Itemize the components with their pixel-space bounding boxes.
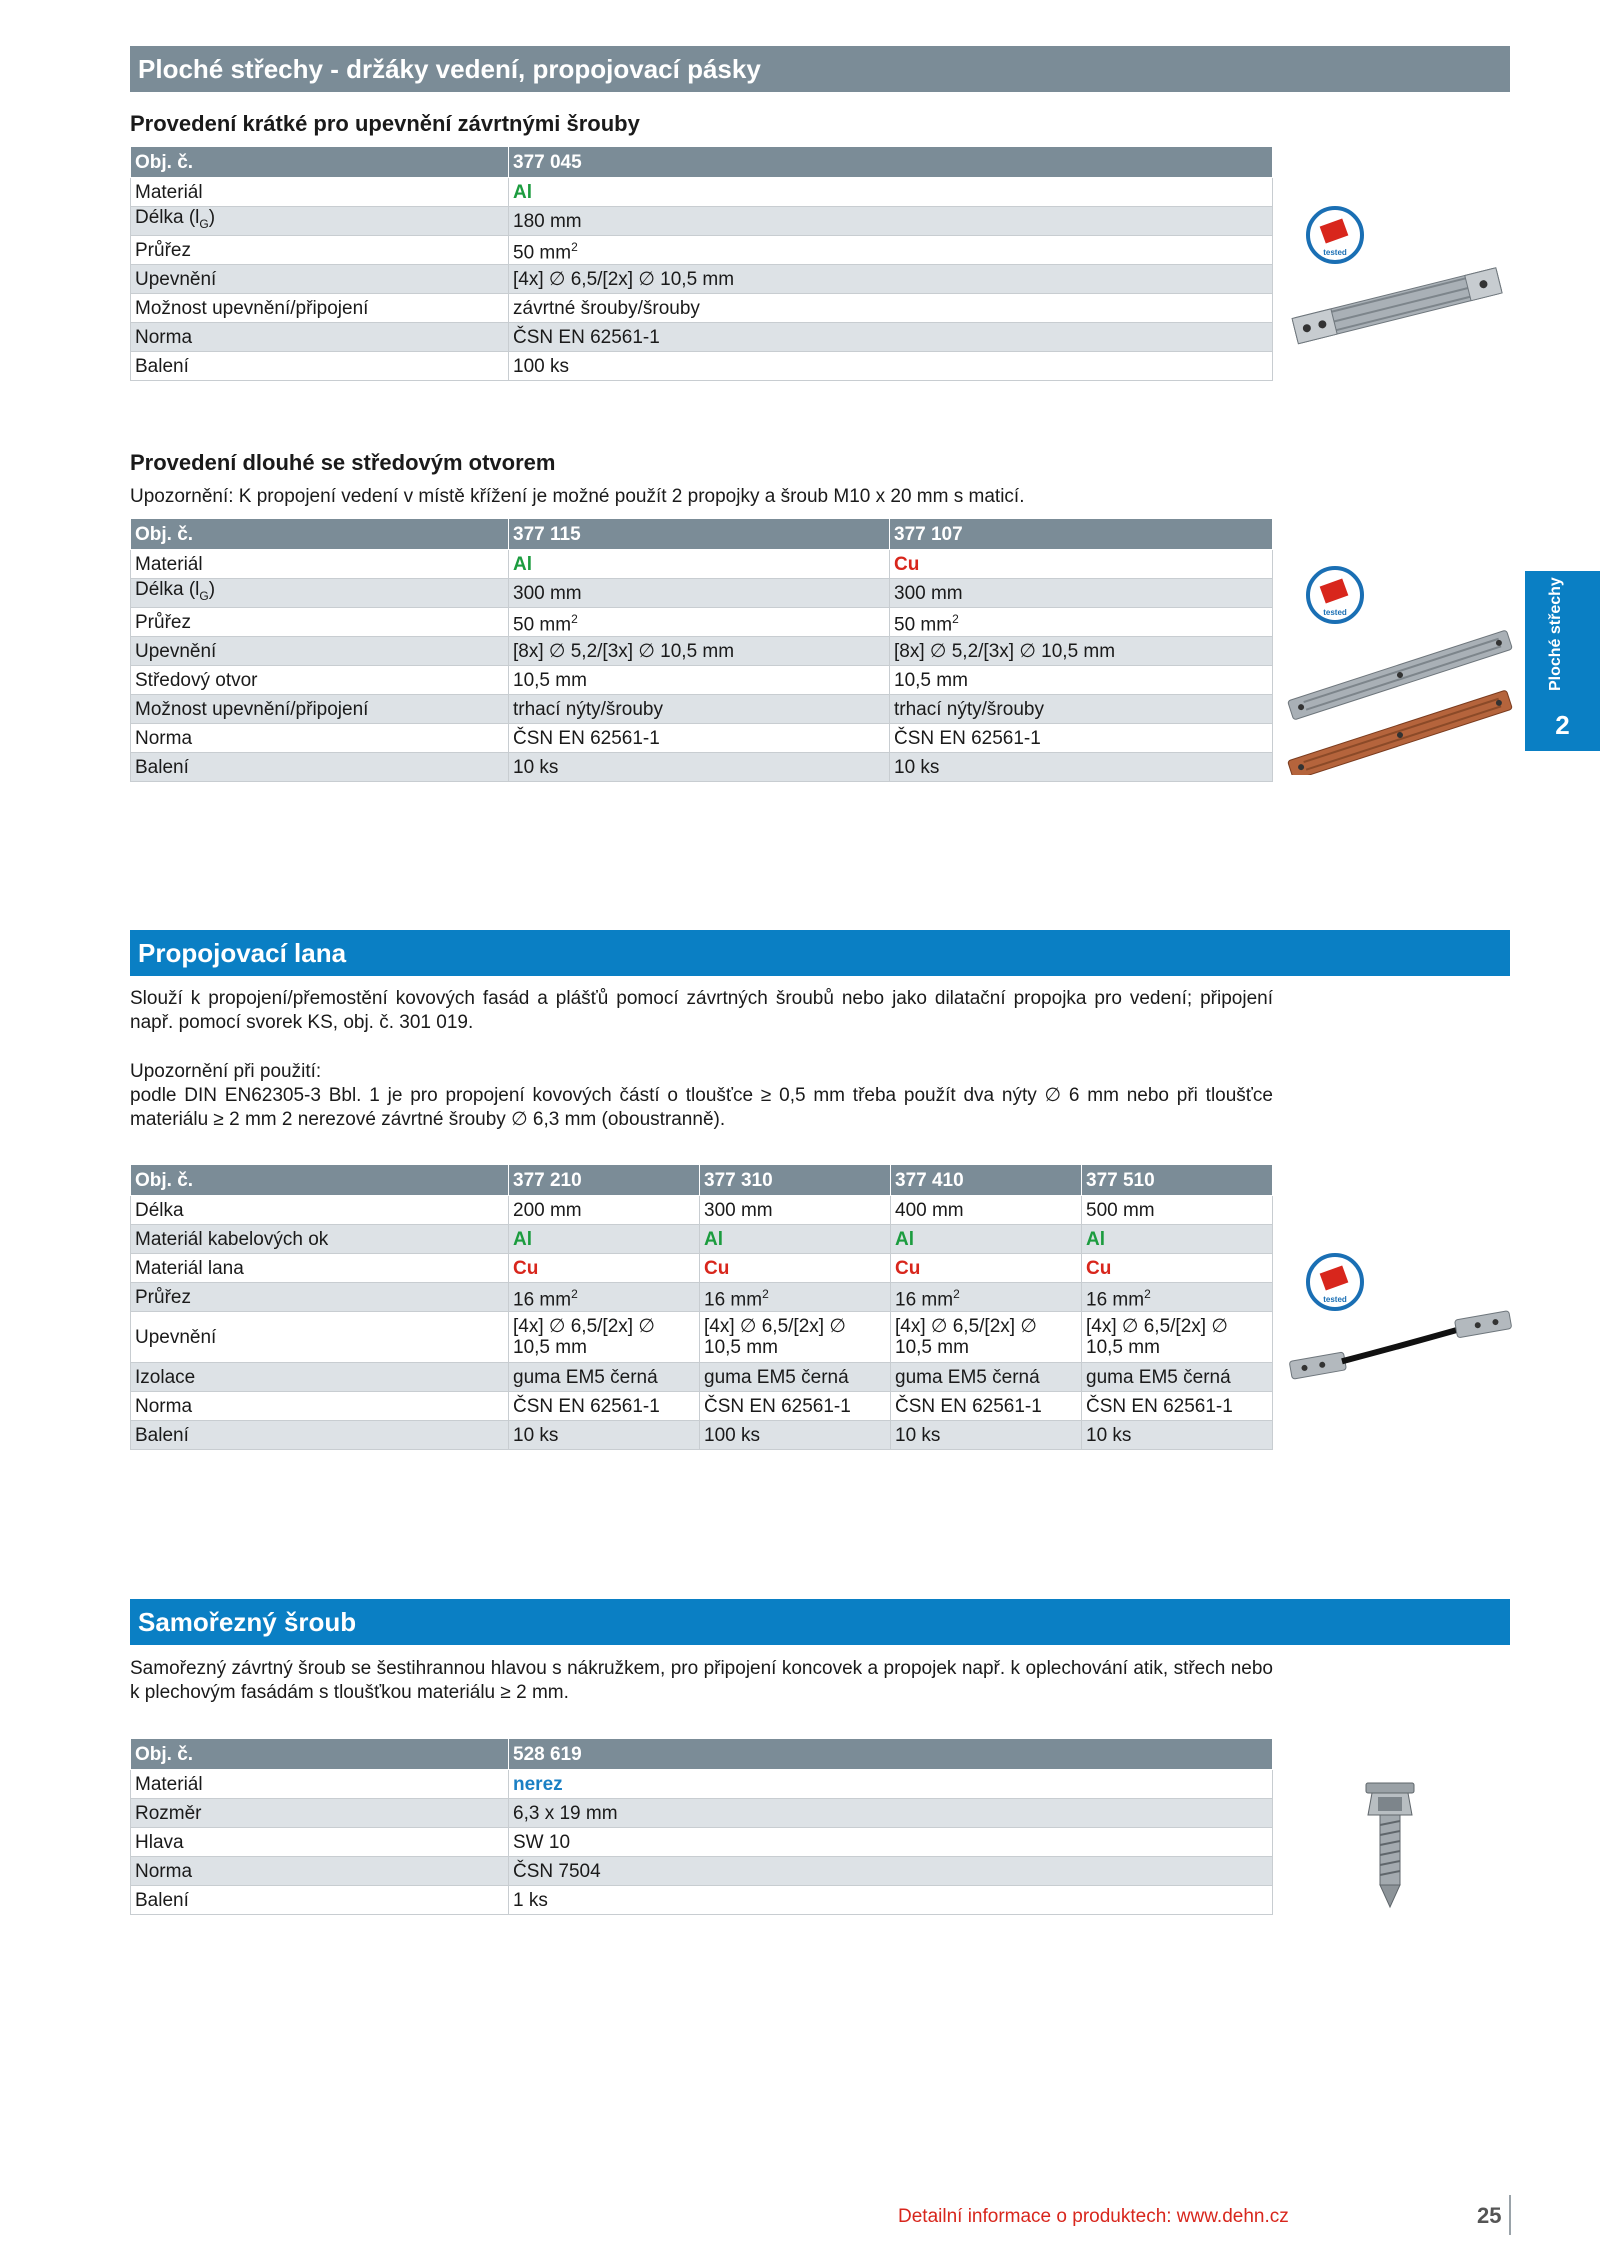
cell-value: ČSN EN 62561-1 xyxy=(509,1392,700,1421)
bonding-cable-image xyxy=(1280,1250,1520,1380)
row-label: Materiál xyxy=(131,178,509,207)
row-label: Možnost upevnění/připojení xyxy=(131,294,509,323)
cell-value: [4x] ∅ 6,5/[2x] ∅ 10,5 mm xyxy=(700,1312,891,1363)
row-label: Hlava xyxy=(131,1828,509,1857)
section2-note-heading: Upozornění při použití: xyxy=(130,1061,322,1082)
note-text: Upozornění: K propojení vedení v místě křížení je možné použít 2 propojky a šroub M10 x 20 mm s maticí. xyxy=(130,486,1025,507)
cell-value-text: 16 mm xyxy=(704,1289,763,1311)
table-row xyxy=(131,1421,1273,1450)
col-header: Obj. č. xyxy=(131,1739,509,1770)
cell-value: 6,3 x 19 mm xyxy=(509,1799,1273,1828)
row-label: Norma xyxy=(131,724,509,753)
row-label: Délka xyxy=(131,1196,509,1225)
spec-table-528619 xyxy=(130,1738,1273,1915)
cell-value: Cu xyxy=(1082,1254,1273,1283)
table-header-row xyxy=(131,147,1273,178)
table-row xyxy=(131,724,1273,753)
table-row xyxy=(131,1283,1273,1312)
cell-value: [4x] ∅ 6,5/[2x] ∅ 10,5 mm xyxy=(1082,1312,1273,1363)
table-row xyxy=(131,352,1273,381)
col-header: Obj. č. xyxy=(131,147,509,178)
cell-value: [4x] ∅ 6,5/[2x] ∅ 10,5 mm xyxy=(509,1312,700,1363)
footer-link-text[interactable]: Detailní informace o produktech: www.dehn.cz xyxy=(898,2206,1289,2227)
chapter-side-tab-number: 2 xyxy=(1555,710,1570,740)
cell-value: 100 ks xyxy=(509,352,1273,381)
bonding-strap-long-image xyxy=(1280,565,1520,775)
cell-value: 300 mm xyxy=(890,579,1273,608)
cell-value: 50 $mm^2$ xyxy=(509,236,1273,265)
tested-badge-text: tested xyxy=(1323,608,1347,617)
row-label: Upevnění xyxy=(131,1312,509,1363)
cell-value: 100 ks xyxy=(700,1421,891,1450)
cell-value: 180 mm xyxy=(509,207,1273,236)
cell-value: 10 ks xyxy=(890,753,1273,782)
row-label: Středový otvor xyxy=(131,666,509,695)
table-row xyxy=(131,265,1273,294)
cell-value: ČSN 7504 xyxy=(509,1857,1273,1886)
cell-value: Al xyxy=(1082,1225,1273,1254)
cell-value-text: 16 mm xyxy=(513,1289,572,1311)
cell-value: [8x] ∅ 5,2/[3x] ∅ 10,5 mm xyxy=(890,637,1273,666)
cell-value: 10 ks xyxy=(509,753,890,782)
cell-value: ČSN EN 62561-1 xyxy=(700,1392,891,1421)
table-row xyxy=(131,323,1273,352)
tested-badge-icon xyxy=(1308,208,1362,262)
row-label: Materiál lana xyxy=(131,1254,509,1283)
cell-value: 10 ks xyxy=(891,1421,1082,1450)
table-row xyxy=(131,666,1273,695)
table-row xyxy=(131,637,1273,666)
section-title-flat-roofs: Ploché střechy - držáky vedení, propojovací pásky xyxy=(130,46,1510,92)
section-title-self-tapping-screw: Samořezný šroub xyxy=(130,1599,1510,1645)
table-row xyxy=(131,1857,1273,1886)
cell-value: trhací nýty/šrouby xyxy=(890,695,1273,724)
table-row xyxy=(131,753,1273,782)
row-label: Rozměr xyxy=(131,1799,509,1828)
cell-value: 1 ks xyxy=(509,1886,1273,1915)
table-header-row xyxy=(131,519,1273,550)
row-label: Možnost upevnění/připojení xyxy=(131,695,509,724)
cell-value: 16 $mm^2$ xyxy=(1082,1283,1273,1312)
cell-value-text: 50 mm xyxy=(513,614,572,636)
cell-value: SW 10 xyxy=(509,1828,1273,1857)
cell-value: 400 mm xyxy=(891,1196,1082,1225)
cell-value: Cu xyxy=(890,550,1273,579)
section2-description: Slouží k propojení/přemostění kovových fasád a plášťů pomocí závrtných šroubů nebo jako dilatační propojka pro vedení; připojení např. pomocí svorek KS, obj. č. 301 019. xyxy=(130,988,1273,1033)
cell-value-text: 50 mm xyxy=(513,242,572,264)
cell-value: guma EM5 černá xyxy=(891,1363,1082,1392)
col-header: Obj. č. xyxy=(131,1165,509,1196)
cell-value: ČSN EN 62561-1 xyxy=(509,323,1273,352)
cell-value: Al xyxy=(891,1225,1082,1254)
bonding-strap-short-image xyxy=(1280,200,1520,360)
chapter-side-tab[interactable] xyxy=(1525,571,1600,751)
table-row xyxy=(131,1363,1273,1392)
cell-value: 16 $mm^2$ xyxy=(509,1283,700,1312)
col-header: 377 107 xyxy=(890,519,1273,550)
row-label: Délka $(l_G)$ xyxy=(131,207,509,236)
tested-badge-icon xyxy=(1308,1255,1362,1309)
table-row xyxy=(131,1196,1273,1225)
row-label: Průřez xyxy=(131,236,509,265)
table-row xyxy=(131,1312,1273,1363)
table-row xyxy=(131,579,1273,608)
cell-value: Al xyxy=(509,178,1273,207)
table-row xyxy=(131,1392,1273,1421)
page-number: 25 xyxy=(1477,2203,1502,2228)
cell-value: Al xyxy=(509,550,890,579)
subheading-short-version: Provedení krátké pro upevnění závrtnými šrouby xyxy=(130,111,640,136)
table-row xyxy=(131,236,1273,265)
row-label: Průřez xyxy=(131,608,509,637)
cell-value: 300 mm xyxy=(700,1196,891,1225)
row-label: Délka $(l_G)$ xyxy=(131,579,509,608)
tested-badge-text: tested xyxy=(1323,248,1347,257)
cell-value: 50 $mm^2$ xyxy=(890,608,1273,637)
tested-badge-icon xyxy=(1308,568,1362,622)
cell-value-text: 50 mm xyxy=(894,614,953,636)
section2-note-text: podle DIN EN62305-3 Bbl. 1 je pro propojení kovových částí o tloušťce ≥ 0,5 mm třeba použít dva nýty ∅ 6 mm nebo při tloušťce materiálu ≥ 2 mm 2 nerezové závrtné šrouby ∅ 6,3 mm (oboustranně). xyxy=(130,1085,1273,1130)
col-header: 377 310 xyxy=(700,1165,891,1196)
cell-value: 16 $mm^2$ xyxy=(700,1283,891,1312)
table-row xyxy=(131,1770,1273,1799)
col-header: 377 510 xyxy=(1082,1165,1273,1196)
cell-value: [4x] ∅ 6,5/[2x] ∅ 10,5 mm xyxy=(891,1312,1082,1363)
cell-value: guma EM5 černá xyxy=(509,1363,700,1392)
cell-value: [4x] ∅ 6,5/[2x] ∅ 10,5 mm xyxy=(509,265,1273,294)
col-header: Obj. č. xyxy=(131,519,509,550)
page-number-divider xyxy=(1509,2195,1511,2235)
row-label: Balení xyxy=(131,352,509,381)
cell-value: Cu xyxy=(891,1254,1082,1283)
cell-value: 200 mm xyxy=(509,1196,700,1225)
cell-value: 16 $mm^2$ xyxy=(891,1283,1082,1312)
cell-value: 50 $mm^2$ xyxy=(509,608,890,637)
tested-badge-text: tested xyxy=(1323,1295,1347,1304)
cell-value: ČSN EN 62561-1 xyxy=(509,724,890,753)
table-row xyxy=(131,1254,1273,1283)
row-label: Upevnění xyxy=(131,265,509,294)
table-row xyxy=(131,294,1273,323)
cell-value: Cu xyxy=(509,1254,700,1283)
spec-table-bonding-cables xyxy=(130,1164,1273,1450)
table-row xyxy=(131,1828,1273,1857)
table-row xyxy=(131,1799,1273,1828)
row-label: Balení xyxy=(131,1421,509,1450)
table-header-row xyxy=(131,1165,1273,1196)
cell-value: ČSN EN 62561-1 xyxy=(891,1392,1082,1421)
cell-value: 300 mm xyxy=(509,579,890,608)
cell-value: Cu xyxy=(700,1254,891,1283)
row-label: Norma xyxy=(131,1857,509,1886)
row-label: Izolace xyxy=(131,1363,509,1392)
table-row xyxy=(131,207,1273,236)
cell-value: guma EM5 černá xyxy=(1082,1363,1273,1392)
cell-value: 10 ks xyxy=(509,1421,700,1450)
table-row xyxy=(131,695,1273,724)
row-label: Norma xyxy=(131,323,509,352)
chapter-side-tab-label: Ploché střechy xyxy=(1547,577,1564,691)
row-label: Balení xyxy=(131,753,509,782)
section-title-bonding-cables: Propojovací lana xyxy=(130,930,1510,976)
table-header-row xyxy=(131,1739,1273,1770)
col-header: 528 619 xyxy=(509,1739,1273,1770)
cell-value: nerez xyxy=(509,1770,1273,1799)
subheading-long-version: Provedení dlouhé se středovým otvorem xyxy=(130,450,556,475)
row-label: Balení xyxy=(131,1886,509,1915)
cell-value: [8x] ∅ 5,2/[3x] ∅ 10,5 mm xyxy=(509,637,890,666)
cell-value: 500 mm xyxy=(1082,1196,1273,1225)
table-row xyxy=(131,1225,1273,1254)
cell-value-text: 16 mm xyxy=(1086,1289,1145,1311)
row-label-text: Délka (l xyxy=(135,207,200,229)
cell-value: ČSN EN 62561-1 xyxy=(1082,1392,1273,1421)
cell-value-text: 16 mm xyxy=(895,1289,954,1311)
col-header: 377 410 xyxy=(891,1165,1082,1196)
self-tapping-screw-image xyxy=(1360,1775,1420,1915)
cell-value: ČSN EN 62561-1 xyxy=(890,724,1273,753)
cell-value: trhací nýty/šrouby xyxy=(509,695,890,724)
cell-value: 10,5 mm xyxy=(890,666,1273,695)
cell-value: guma EM5 černá xyxy=(700,1363,891,1392)
row-label: Upevnění xyxy=(131,637,509,666)
row-label: Materiál xyxy=(131,550,509,579)
row-label: Materiál xyxy=(131,1770,509,1799)
col-header: 377 045 xyxy=(509,147,1273,178)
row-label: Průřez xyxy=(131,1283,509,1312)
row-label: Materiál kabelových ok xyxy=(131,1225,509,1254)
cell-value: Al xyxy=(509,1225,700,1254)
spec-table-377115-377107 xyxy=(130,518,1273,782)
table-row xyxy=(131,178,1273,207)
col-header: 377 115 xyxy=(509,519,890,550)
cell-value: Al xyxy=(700,1225,891,1254)
cell-value: 10,5 mm xyxy=(509,666,890,695)
cell-value: závrtné šrouby/šrouby xyxy=(509,294,1273,323)
spec-table-377045 xyxy=(130,146,1273,381)
table-row xyxy=(131,1886,1273,1915)
row-label-text: Délka (l xyxy=(135,579,200,601)
table-row xyxy=(131,608,1273,637)
table-row xyxy=(131,550,1273,579)
section3-description: Samořezný závrtný šroub se šestihrannou hlavou s nákružkem, pro připojení koncovek a propojek např. k oplechování atik, střech nebo k plechovým fasádám s tloušťkou materiálu ≥ 2 mm. xyxy=(130,1658,1273,1703)
row-label: Norma xyxy=(131,1392,509,1421)
col-header: 377 210 xyxy=(509,1165,700,1196)
cell-value: 10 ks xyxy=(1082,1421,1273,1450)
